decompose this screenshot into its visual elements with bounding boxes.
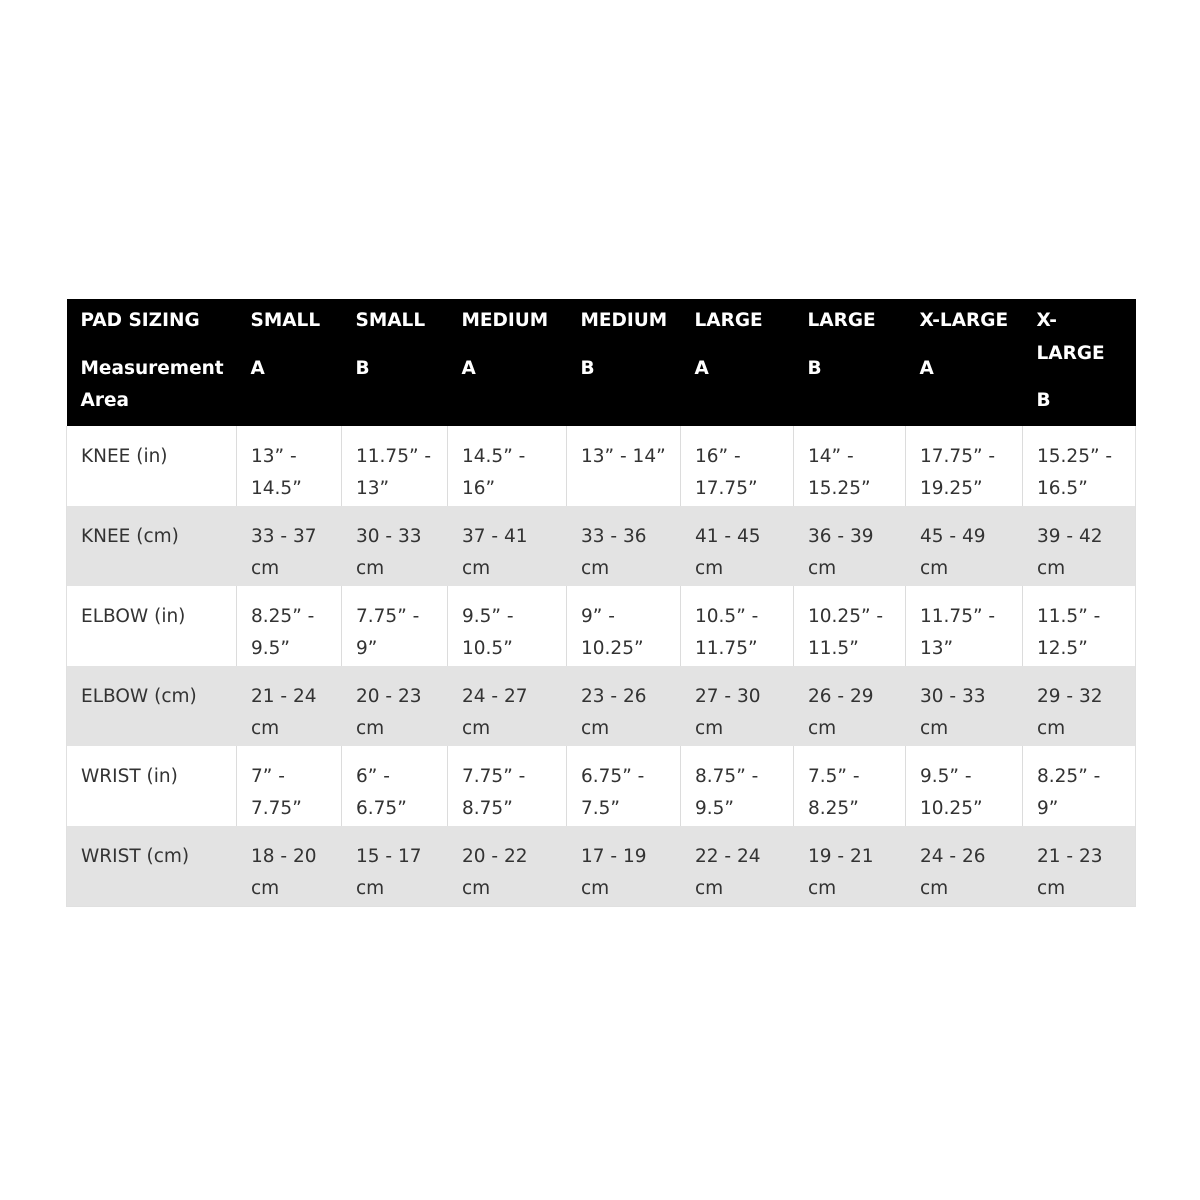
table-cell: 7.75” - 8.75”	[448, 746, 567, 826]
header-cell-large-a	[681, 299, 794, 426]
pad-sizing-table	[66, 299, 1136, 907]
header-area-label: A	[694, 357, 709, 379]
table-cell: 9” - 10.25”	[567, 586, 681, 666]
table-cell: 30 - 33 cm	[342, 506, 448, 586]
header-cell-large-b	[794, 299, 906, 426]
table-row-elbow-cm	[67, 666, 1136, 746]
table-cell: 30 - 33 cm	[906, 666, 1023, 746]
header-area-label: A	[461, 357, 476, 379]
table-cell: 16” - 17.75”	[681, 426, 794, 506]
table-cell: 13” - 14.5”	[237, 426, 342, 506]
table-cell: 36 - 39 cm	[794, 506, 906, 586]
table-cell: 26 - 29 cm	[794, 666, 906, 746]
header-size-label: SMALL	[355, 310, 426, 331]
header-area-label: A	[250, 357, 265, 379]
header-area-label: Measurement Area	[80, 357, 224, 411]
table-cell: 15.25” - 16.5”	[1023, 426, 1136, 506]
table-cell: 19 - 21 cm	[794, 826, 906, 907]
table-row-knee-in	[67, 426, 1136, 506]
header-size-label: LARGE	[807, 310, 876, 331]
header-cell-x-large-b	[1023, 299, 1136, 426]
table-cell: 6” - 6.75”	[342, 746, 448, 826]
table-cell: 8.25” - 9.5”	[237, 586, 342, 666]
table-cell: 37 - 41 cm	[448, 506, 567, 586]
row-label: ELBOW (in)	[67, 586, 237, 666]
table-cell: 14” - 15.25”	[794, 426, 906, 506]
table-cell: 20 - 22 cm	[448, 826, 567, 907]
table-cell: 24 - 26 cm	[906, 826, 1023, 907]
table-cell: 29 - 32 cm	[1023, 666, 1136, 746]
header-size-label: X-LARGE	[1036, 310, 1105, 364]
table-row-elbow-in	[67, 586, 1136, 666]
table-cell: 15 - 17 cm	[342, 826, 448, 907]
table-cell: 8.75” - 9.5”	[681, 746, 794, 826]
table-cell: 22 - 24 cm	[681, 826, 794, 907]
table-row-wrist-cm	[67, 826, 1136, 907]
table-cell: 45 - 49 cm	[906, 506, 1023, 586]
table-cell: 11.75” - 13”	[906, 586, 1023, 666]
header-area-label: B	[355, 357, 370, 379]
table-cell: 23 - 26 cm	[567, 666, 681, 746]
table-row-knee-cm	[67, 506, 1136, 586]
row-label: WRIST (in)	[67, 746, 237, 826]
header-cell-pad-sizing	[67, 299, 237, 426]
header-cell-small-b	[342, 299, 448, 426]
row-label: KNEE (in)	[67, 426, 237, 506]
table-cell: 11.75” - 13”	[342, 426, 448, 506]
header-cell-medium-a	[448, 299, 567, 426]
header-size-label: MEDIUM	[580, 310, 668, 331]
header-row	[67, 299, 1136, 426]
table-cell: 8.25” - 9”	[1023, 746, 1136, 826]
table-cell: 21 - 24 cm	[237, 666, 342, 746]
table-cell: 13” - 14”	[567, 426, 681, 506]
table-cell: 24 - 27 cm	[448, 666, 567, 746]
header-cell-x-large-a	[906, 299, 1023, 426]
table-cell: 7.5” - 8.25”	[794, 746, 906, 826]
header-area-label: B	[1036, 390, 1051, 411]
table-cell: 17 - 19 cm	[567, 826, 681, 907]
table-cell: 27 - 30 cm	[681, 666, 794, 746]
table-row-wrist-in	[67, 746, 1136, 826]
header-cell-small-a	[237, 299, 342, 426]
table-cell: 39 - 42 cm	[1023, 506, 1136, 586]
table-cell: 11.5” - 12.5”	[1023, 586, 1136, 666]
table-cell: 14.5” - 16”	[448, 426, 567, 506]
table-cell: 18 - 20 cm	[237, 826, 342, 907]
table-cell: 17.75” - 19.25”	[906, 426, 1023, 506]
table-cell: 9.5” - 10.5”	[448, 586, 567, 666]
row-label: KNEE (cm)	[67, 506, 237, 586]
header-area-label: A	[919, 357, 934, 379]
row-label: WRIST (cm)	[67, 826, 237, 907]
header-size-label: SMALL	[250, 310, 321, 331]
header-cell-medium-b	[567, 299, 681, 426]
header-size-label: LARGE	[694, 310, 763, 331]
table-cell: 33 - 36 cm	[567, 506, 681, 586]
table-cell: 7” - 7.75”	[237, 746, 342, 826]
header-size-label: PAD SIZING	[80, 310, 200, 331]
header-size-label: MEDIUM	[461, 310, 549, 331]
table-cell: 6.75” - 7.5”	[567, 746, 681, 826]
table-cell: 41 - 45 cm	[681, 506, 794, 586]
header-area-label: B	[807, 357, 822, 379]
table-cell: 20 - 23 cm	[342, 666, 448, 746]
table-cell: 33 - 37 cm	[237, 506, 342, 586]
table-cell: 10.5” - 11.75”	[681, 586, 794, 666]
header-size-label: X-LARGE	[919, 310, 1009, 331]
table-cell: 21 - 23 cm	[1023, 826, 1136, 907]
table-cell: 10.25” - 11.5”	[794, 586, 906, 666]
header-area-label: B	[580, 357, 595, 379]
table-cell: 7.75” - 9”	[342, 586, 448, 666]
table-cell: 9.5” - 10.25”	[906, 746, 1023, 826]
row-label: ELBOW (cm)	[67, 666, 237, 746]
